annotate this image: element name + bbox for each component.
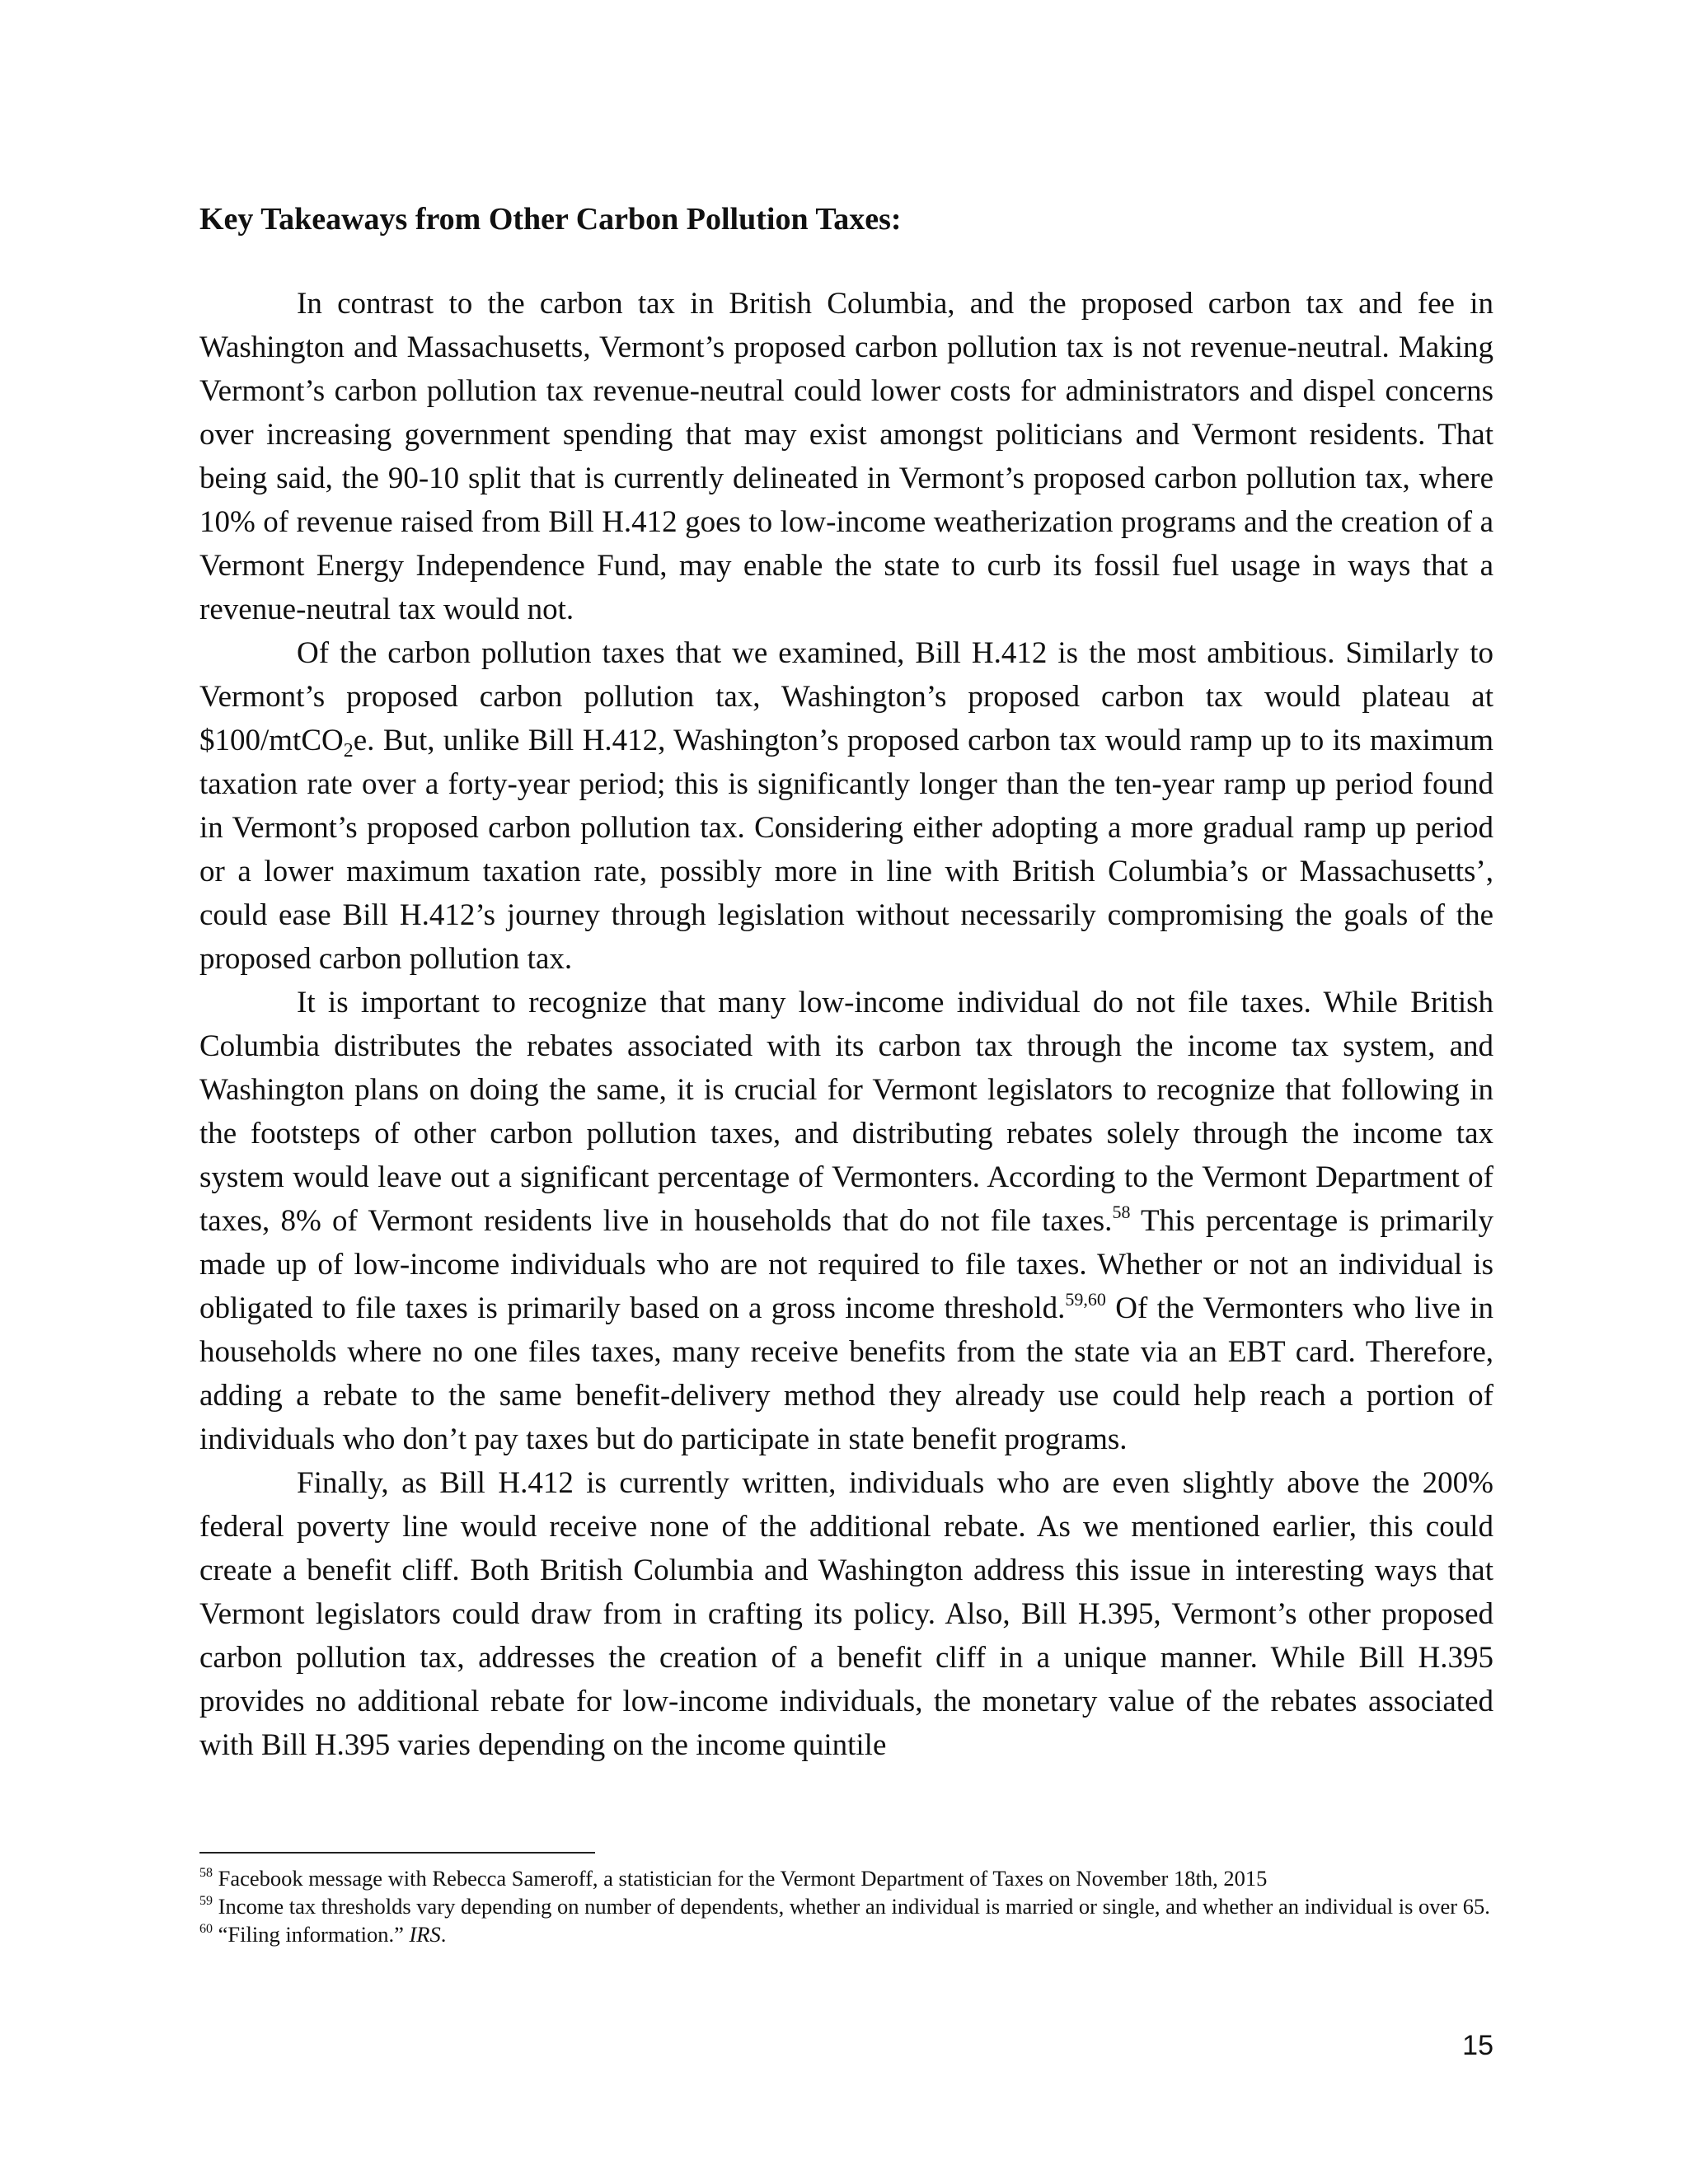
footnote-ref-59-60: 59,60 bbox=[1065, 1289, 1106, 1310]
body-text bbox=[199, 282, 1493, 1767]
footnote-58 bbox=[199, 1864, 1493, 1892]
footnote-60 bbox=[199, 1920, 1493, 1948]
paragraph-2 bbox=[199, 631, 1493, 981]
footnote-source-italic: IRS bbox=[409, 1922, 441, 1947]
paragraph-3-text-c: Of the Vermonters who live in households where no one files taxes, many receive benefits from the state via an EBT card. Therefore, adding a rebate to the same benefit-delivery method they already use could help reach a portion of individuals who don’t pay taxes but do participate in state benefit programs. bbox=[199, 1291, 1493, 1456]
paragraph-3-text-a: It is important to recognize that many low-income individual do not file taxes. While British Columbia distributes the rebates associated with its carbon tax through the income tax system, and Washington plans on doing the same, it is crucial for Vermont legislators to recognize that following in the footsteps of other carbon pollution taxes, and distributing rebates solely through the income tax system would leave out a significant percentage of Vermonters. According to the Vermont Department of taxes, 8% of Vermont residents live in households that do not file taxes. bbox=[199, 986, 1493, 1238]
paragraph-1 bbox=[199, 282, 1493, 631]
footnotes bbox=[199, 1864, 1493, 1948]
footnote-divider bbox=[199, 1852, 595, 1854]
footnote-text: “Filing information.” bbox=[213, 1922, 410, 1947]
paragraph-4-text: Finally, as Bill H.412 is currently written, individuals who are even slightly above the 200% federal poverty line would receive none of the additional rebate. As we mentioned earlier, this could create a benefit cliff. Both British Columbia and Washington address this issue in interesting ways that Vermont legislators could draw from in crafting its policy. Also, Bill H.395, Vermont’s other proposed carbon pollution tax, addresses the creation of a benefit cliff in a unique manner. While Bill H.395 provides no additional rebate for low-income individuals, the monetary value of the rebates associated with Bill H.395 varies depending on the income quintile bbox=[199, 1466, 1493, 1762]
paragraph-3-text-b: This percentage is primarily made up of low-income individuals who are not required to file taxes. Whether or not an individual is obligated to file taxes is primarily based on a gross income threshold. bbox=[199, 1204, 1494, 1325]
footnote-text-end: . bbox=[440, 1922, 447, 1947]
co2-subscript: 2 bbox=[343, 740, 354, 762]
section-heading: Key Takeaways from Other Carbon Pollution Taxes: bbox=[199, 202, 902, 237]
footnote-text: Income tax thresholds vary depending on number of dependents, whether an individual is married or single, and whether an individual is over 65. bbox=[213, 1894, 1490, 1919]
footnote-59 bbox=[199, 1892, 1493, 1920]
paragraph-1-text: In contrast to the carbon tax in British Columbia, and the proposed carbon tax and fee in Washington and Massachusetts, Vermont’s proposed carbon pollution tax is not revenue-neutral. Making Vermont’s carbon pollution tax revenue-neutral could lower costs for administrators and dispel concerns over increasing government spending that may exist amongst politicians and Vermont residents. That being said, the 90-10 split that is currently delineated in Vermont’s proposed carbon pollution tax, where 10% of revenue raised from Bill H.412 goes to low-income weatherization programs and the creation of a Vermont Energy Independence Fund, may enable the state to curb its fossil fuel usage in ways that a revenue-neutral tax would not. bbox=[199, 287, 1493, 626]
footnote-number: 60 bbox=[199, 1922, 213, 1936]
paragraph-3 bbox=[199, 981, 1493, 1461]
footnote-number: 59 bbox=[199, 1894, 213, 1908]
paragraph-2-text-a: Of the carbon pollution taxes that we examined, Bill H.412 is the most ambitious. Similarly to Vermont’s proposed carbon pollution tax, Washington’s proposed carbon tax would plateau at $100/mtCO bbox=[199, 636, 1493, 757]
footnote-text: Facebook message with Rebecca Sameroff, a statistician for the Vermont Department of Taxes on November 18th, 2015 bbox=[213, 1866, 1268, 1891]
page-number: 15 bbox=[1462, 2030, 1493, 2061]
footnote-ref-58: 58 bbox=[1112, 1202, 1131, 1222]
paragraph-4 bbox=[199, 1461, 1493, 1767]
footnote-number: 58 bbox=[199, 1866, 213, 1880]
paragraph-2-text-b: e. But, unlike Bill H.412, Washington’s proposed carbon tax would ramp up to its maximum taxation rate over a forty-year period; this is significantly longer than the ten-year ramp up period found in Vermont’s proposed carbon pollution tax. Considering either adopting a more gradual ramp up period or a lower maximum taxation rate, possibly more in line with British Columbia’s or Massachusetts’, could ease Bill H.412’s journey through legislation without necessarily compromising the goals of the proposed carbon pollution tax. bbox=[199, 724, 1493, 976]
